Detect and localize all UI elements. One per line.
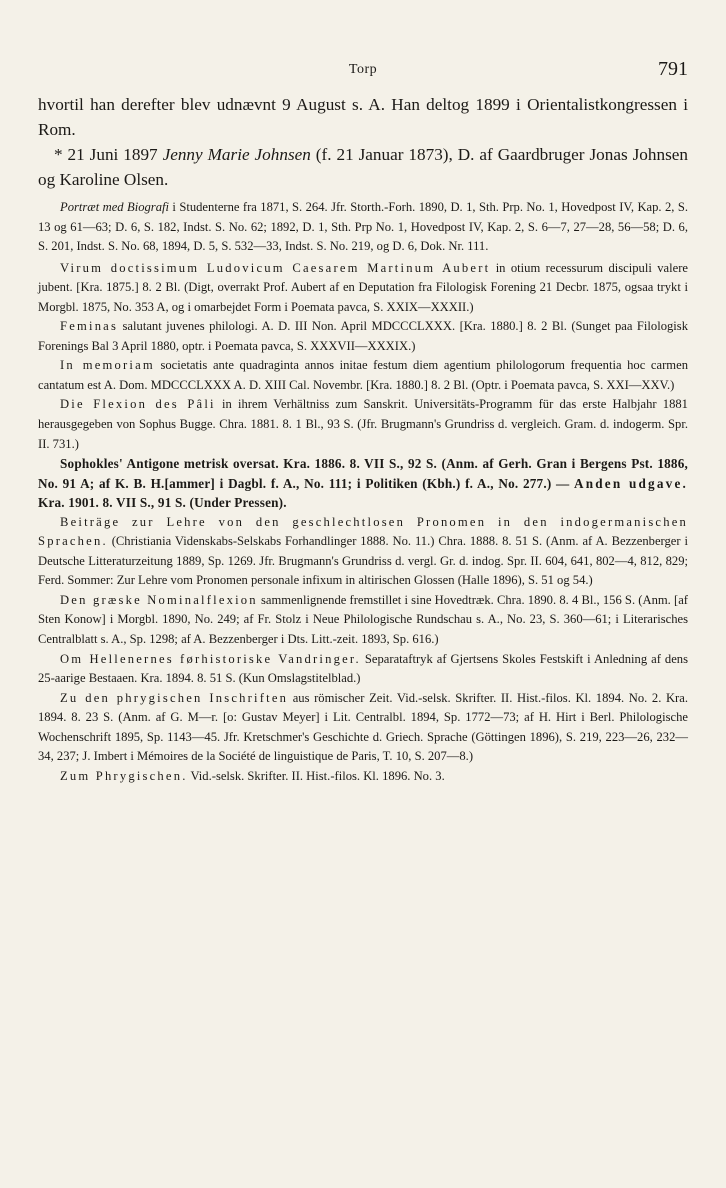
running-title: Torp bbox=[348, 62, 378, 77]
entry-details: salutant juvenes philologi. A. D. III Non. April MDCCCLXXX. [Kra. 1880.] 8. 2 Bl. (Sunget paa Filologisk Forenings Bal 3 April 1880, optr. i Poemata pavca, S. XXXVII—XXXIX.) bbox=[38, 319, 688, 353]
bibliography bbox=[38, 198, 688, 786]
entry-details: sammenlignende fremstillet i sine Hovedtræk. Chra. 1890. 8. 4 Bl., 156 S. (Anm. [af Sten Konow] i Morgbl. 1890, No. 249; af Fr. Stolz i Neue Philologische Rundschau s. A., No. 23, S. 360—61; i Literarisches Centralblatt s. A., Sp. 1298; af A. Bezzenberger i Dts. Litt.-zeit. 1893, Sp. 616.) bbox=[38, 592, 688, 647]
entry-title: Die Flexion des Pâli bbox=[60, 397, 216, 412]
biography-text bbox=[38, 92, 688, 192]
references-paragraph bbox=[38, 198, 688, 257]
entry-details: societatis ante quadraginta annos initae festum diem agentium philologorum frequentia hoc carmen cantatum est A. Dom. MDCCCLXXX A. D. XIII Cal. Novembr. [Kra. 1880.] 8. 2 Bl. (Optr. i Poemata pavca, S. XXI—XXV.) bbox=[38, 358, 688, 392]
page bbox=[38, 58, 688, 786]
entry-details: Vid.-selsk. Skrifter. II. Hist.-filos. Kl. 1896. No. 3. bbox=[187, 768, 445, 783]
page-number: 791 bbox=[658, 58, 688, 80]
entry-title: Feminas bbox=[60, 319, 119, 334]
bibliography-entry bbox=[38, 689, 688, 767]
spouse-name: Jenny Marie Johnsen bbox=[162, 145, 311, 164]
bibliography-entry bbox=[38, 767, 688, 787]
entry-title: In memoriam bbox=[60, 358, 155, 373]
entry-title: Anden udgave. bbox=[574, 475, 688, 491]
spouse-details: (f. 21 Januar 1873), D. af Gaardbruger Jonas Johnsen og Karoline Olsen. bbox=[38, 145, 688, 189]
entry-title: Zu den phrygischen Inschriften bbox=[60, 690, 289, 705]
entry-title: Beiträge zur Lehre von den geschlechtlosen Pronomen in den indogermanischen Sprachen. bbox=[38, 514, 688, 549]
bibliography-entry bbox=[38, 650, 688, 689]
bibliography-entry bbox=[38, 395, 688, 454]
page-header bbox=[38, 58, 688, 92]
portrait-reference: Portræt med Biografi bbox=[60, 200, 169, 214]
bibliography-entry bbox=[38, 317, 688, 356]
entry-details: in otium recessurum discipuli valere jubent. [Kra. 1875.] 8. 2 Bl. (Digt, overrakt Prof. Aubert af en Deputation fra Filologisk Forening 21 Decbr. 1875, ogsaa trykt i Morgbl. 1875, No. 353 A, og i omarbejdet Form i Poemata pavca, S. XXIX—XXXII.) bbox=[38, 260, 688, 314]
entry-details: (Christiania Videnskabs-Selskabs Forhandlinger 1888. No. 11.) Chra. 1888. 8. 51 S. (Anm. af A. Bezzenberger i Deutsche Litteraturzeitung 1889, Sp. 1269. Jfr. Brugmann's Grundriss d. vergl. Gr. d. indog. Spr. II. 604, 641, 802—4, 812, 829; Ferd. Sommer: Zur Lehre vom Pronomen personale infixum in altirischen Glossen (Halle 1896), S. 51 og 54.) bbox=[38, 534, 688, 588]
entry-details: Kra. 1901. 8. VII S., 91 S. (Under Pressen). bbox=[38, 495, 287, 511]
entry-details: aus römischer Zeit. Vid.-selsk. Skrifter. II. Hist.-filos. Kl. 1894. No. 2. Kra. 1894. 8. 23 S. (Anm. af G. M—r. [o: Gustav Meyer] i Lit. Centralbl. 1894, Sp. 1772—73; af H. Hirt i Berl. Philologische Wochenschrift 1895, Sp. 1143—45. Jfr. Kretschmer's Geschichte d. Griech. Sprache (Göttingen 1896), S. 219, 223—26, 232—34, 237; J. Imbert i Mémoires de la Société de linguistique de Paris, T. 10, S. 207—8.) bbox=[38, 690, 688, 764]
entry-details: Separataftryk af Gjertsens Skoles Festskift i Anledning af dens 25-aarige Bestaaen. Kra. 1894. 8. 51 S. (Kun Omslagstitelblad.) bbox=[38, 651, 689, 686]
marriage-date: * 21 Juni 1897 bbox=[54, 145, 163, 164]
entry-details: Sophokles' Antigone metrisk oversat. Kra. 1886. 8. VII S., 92 S. (Anm. af Gerh. Gran i Bergens Pst. 1886, No. 91 A; af K. B. H.[ammer] i Dagbl. f. A., No. 111; i Politiken (Kbh.) f. A., No. 277.) — bbox=[38, 456, 688, 491]
entry-title: Virum doctissimum Ludovicum Caesarem Martinum Aubert bbox=[60, 260, 491, 275]
entry-title: Den græske Nominalflexion bbox=[60, 592, 258, 607]
bibliography-entry bbox=[38, 591, 688, 650]
bibliography-entry bbox=[38, 513, 688, 591]
entry-title: Om Hellenernes førhistoriske Vandringer. bbox=[60, 651, 361, 666]
bibliography-entry bbox=[38, 259, 688, 318]
career-paragraph: hvortil han derefter blev udnævnt 9 August s. A. Han deltog 1899 i Orientalistkongressen i Rom. bbox=[38, 95, 688, 139]
bibliography-entry bbox=[38, 356, 688, 395]
bibliography-entry bbox=[38, 454, 688, 513]
entry-details: in ihrem Verhältniss zum Sanskrit. Universitäts-Programm für das erste Halbjahr 1881 herausgegeben von Sophus Bugge. Chra. 1881. 8. 1 Bl., 93 S. (Jfr. Brugmann's Grundriss d. vergleich. Gram. d. indogerm. Spr. II. 731.) bbox=[38, 397, 688, 451]
marriage-paragraph bbox=[38, 142, 688, 192]
entry-title: Zum Phrygischen. bbox=[60, 768, 188, 783]
references-text: i Studenterne fra 1871, S. 264. Jfr. Storth.-Forh. 1890, D. 1, Sth. Prp. No. 1, Hovedpost IV, Kap. 2, S. 13 og 61—63; D. 6, S. 182, Indst. S. No. 62; 1892, D. 1, Sth. Prp No. 1, Hovedpost IV, Kap. 2, S. 6—7, 27—28, 56—58; D. 6, S. 201, Indst. S. No. 68, 1894, D. 5, S. 532—33, Indst. S. No. 219, og D. 6, Dok. Nr. 111. bbox=[38, 200, 689, 254]
